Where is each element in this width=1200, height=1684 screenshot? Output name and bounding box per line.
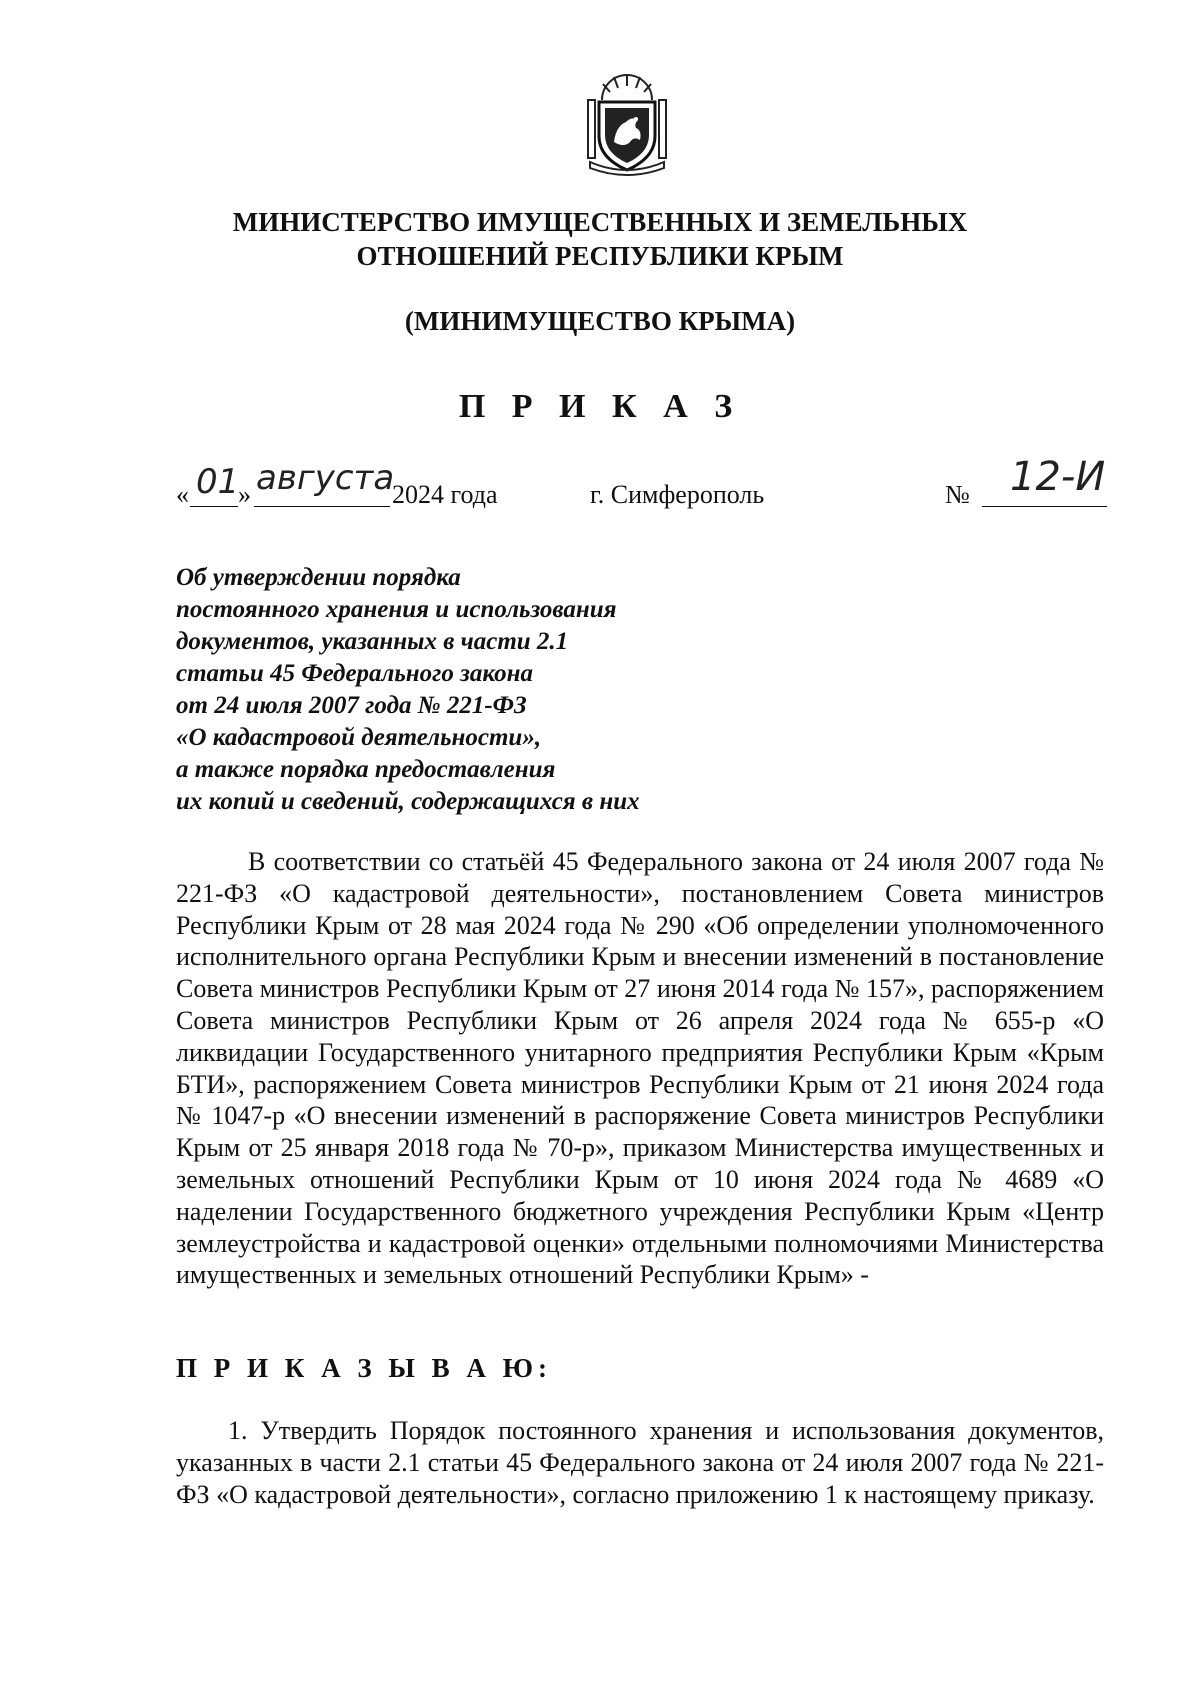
ministry-short-name: (МИНИМУЩЕСТВО КРЫМА) bbox=[404, 306, 796, 336]
document-type-title: П Р И К А З bbox=[458, 388, 742, 425]
crimea-coat-of-arms-icon bbox=[580, 70, 674, 178]
ministry-name-line2: ОТНОШЕНИЙ РЕСПУБЛИКИ КРЫМ bbox=[356, 241, 844, 271]
order-subject bbox=[176, 562, 736, 818]
handwritten-number: 12-И bbox=[1010, 454, 1106, 500]
subject-line: «О кадастровой деятельности», bbox=[176, 724, 542, 751]
subject-line: а также порядка предоставления bbox=[176, 756, 556, 783]
year-text: 2024 года bbox=[392, 480, 498, 509]
subject-line: от 24 июля 2007 года № 221-ФЗ bbox=[176, 692, 527, 719]
date-quote-open: « bbox=[176, 480, 189, 509]
ministry-name bbox=[150, 205, 1050, 273]
subject-line: постоянного хранения и использования bbox=[176, 596, 617, 623]
subject-line: Об утверждении порядка bbox=[176, 564, 461, 591]
subject-line: их копий и сведений, содержащихся в них bbox=[176, 788, 640, 815]
handwritten-day: 01 bbox=[196, 462, 240, 502]
date-quote-close: » bbox=[238, 480, 251, 509]
ministry-name-line1: МИНИСТЕРСТВО ИМУЩЕСТВЕННЫХ И ЗЕМЕЛЬНЫХ bbox=[232, 207, 968, 237]
number-sign: № bbox=[945, 480, 970, 509]
order-item-1: 1. Утвердить Порядок постоянного хранения и использования документов, указанных в части 2.1 статьи 45 Федерального закона от 24 июля 2007 года № 221-ФЗ «О кадастровой деятельности», согласно приложению 1 к настоящему приказу. bbox=[176, 1416, 1104, 1509]
preamble-paragraph: В соответствии со статьёй 45 Федерального закона от 24 июля 2007 года № 221-ФЗ «О кадастровой деятельности», постановлением Совета министров Республики Крым от 28 мая 2024 года № 290 «Об определении уполномоченного исполнительного органа Республики Крым и внесении изменений в постановление Совета министров Республики Крым от 27 июня 2014 года № 157», распоряжением Совета министров Республики Крым от 26 апреля 2024 года № 655-р «О ликвидации Государственного унитарного предприятия Республики Крым «Крым БТИ», распоряжением Совета министров Республики Крым от 21 июня 2024 года № 1047-р «О внесении изменений в распоряжение Совета министров Республики Крым от 25 января 2018 года № 70-р», приказом Министерства имущественных и земельных отношений Республики Крым от 10 июня 2024 года № 4689 «О наделении Государственного бюджетного учреждения Республики Крым «Центр землеустройства и кадастровой оценки» отдельными полномочиями Министерства имущественных и земельных отношений Республики Крым» - bbox=[176, 847, 1104, 1290]
handwritten-month: августа bbox=[256, 458, 395, 498]
order-heading: П Р И К А З Ы В А Ю: bbox=[176, 1353, 552, 1383]
date-number-line bbox=[0, 454, 1200, 522]
subject-line: статьи 45 Федерального закона bbox=[176, 660, 534, 687]
city-name: г. Симферополь bbox=[590, 480, 765, 509]
subject-line: документов, указанных в части 2.1 bbox=[176, 628, 569, 655]
